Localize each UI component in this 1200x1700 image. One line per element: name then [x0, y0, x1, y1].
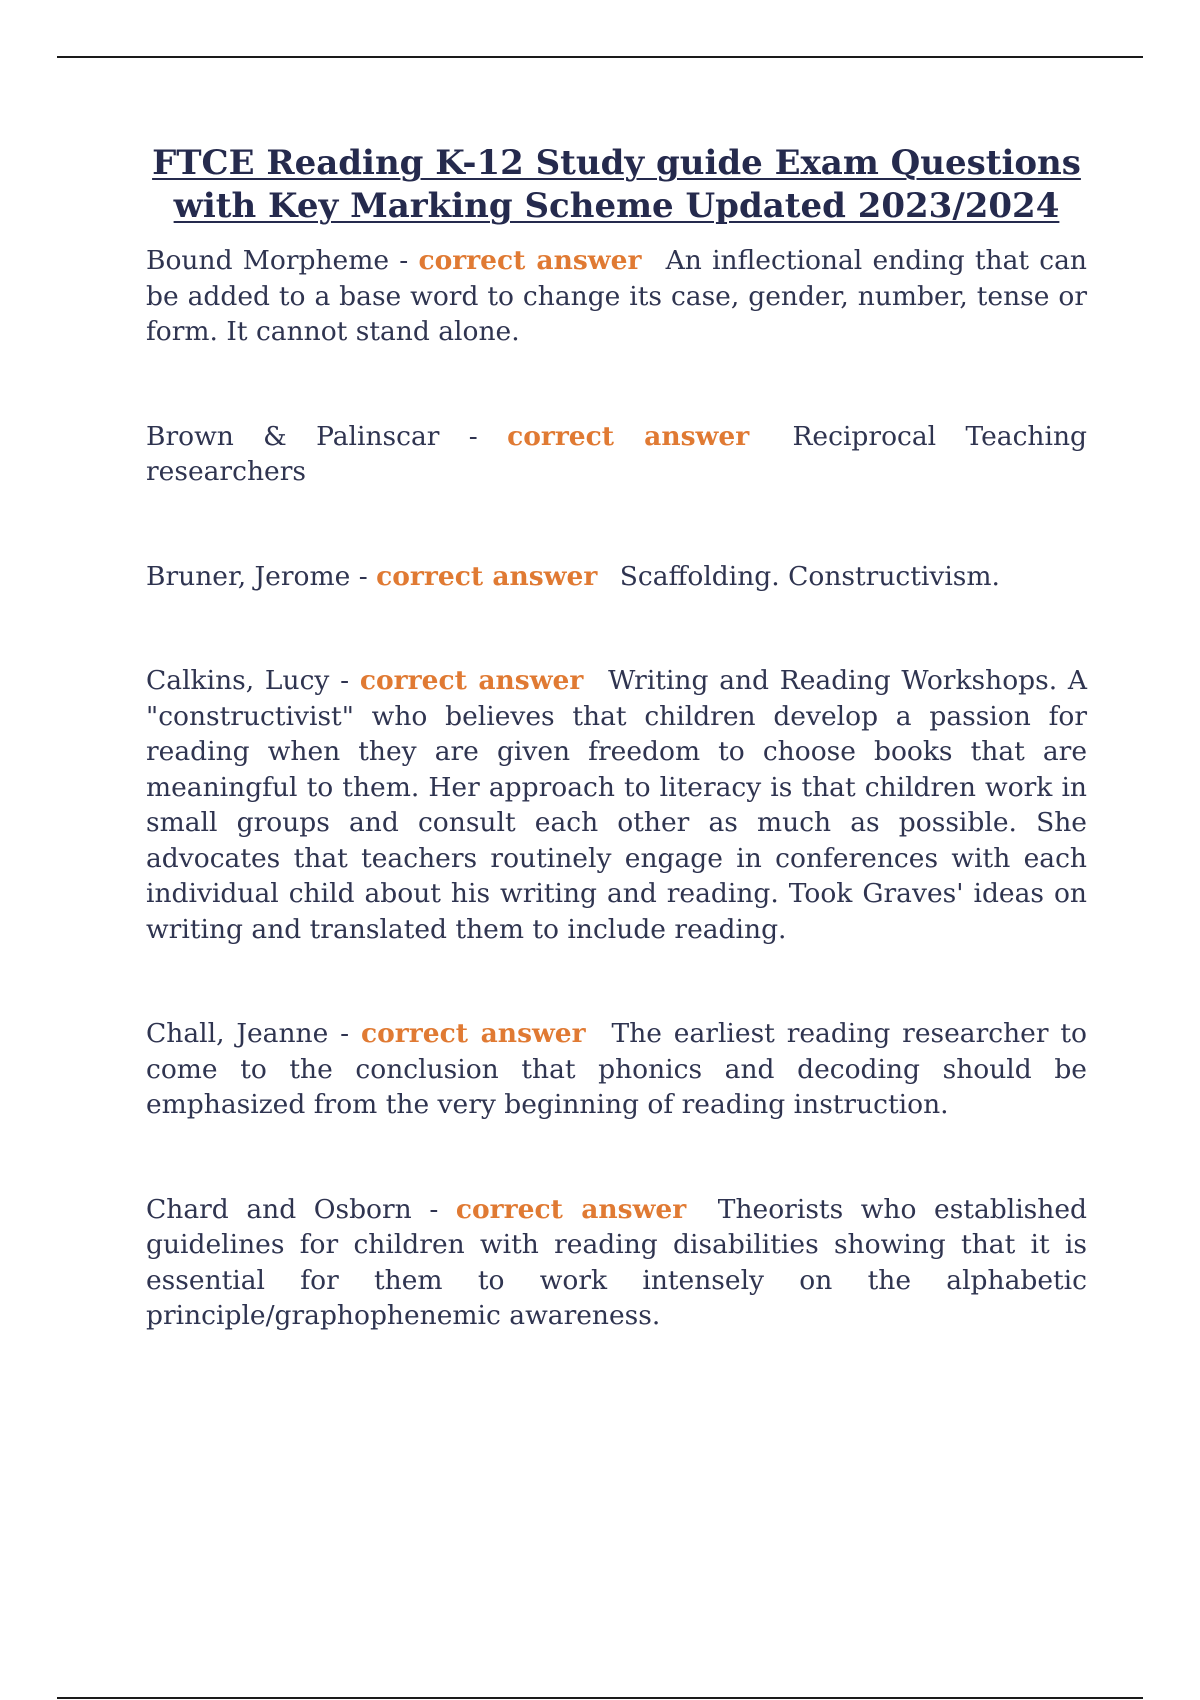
entry-definition: Writing and Reading Workshops. A "constructivist" who believes that children develop a passion for reading when they are given freedom to choose books that are meaningful to them. Her approach to literacy is that children work in small groups and consult each other as much as possible. She advocates that teachers routinely engage in conferences with each individual child about his writing and reading. Took Graves' ideas on writing and translated them to include reading.: [146, 665, 1088, 945]
entry-term: Chall, Jeanne: [146, 1018, 329, 1049]
entry-definition: Scaffolding. Constructivism.: [619, 560, 1000, 592]
entry-separator: -: [389, 245, 419, 276]
entry-term: Bruner, Jerome: [146, 560, 351, 592]
bottom-rule: [57, 1697, 1143, 1699]
document-body: [146, 142, 1087, 1334]
entry-separator: -: [329, 665, 360, 696]
correct-answer-label: correct answer: [455, 1193, 687, 1225]
entry-term: Brown & Palinscar: [146, 420, 440, 452]
entry-term: Calkins, Lucy: [146, 665, 330, 696]
correct-answer-label: correct answer: [418, 245, 642, 276]
entry-term: Chard and Osborn: [146, 1193, 412, 1225]
entry-brown-palinscar: [146, 419, 1087, 490]
entry-separator: -: [439, 420, 508, 452]
entry-definition: The earliest reading researcher to come to the conclusion that phonics and decoding should be emphasized from the very beginning of reading instruction.: [146, 1018, 1088, 1120]
entry-chall-jeanne: [146, 1016, 1087, 1123]
correct-answer-label: correct answer: [359, 665, 584, 696]
entry-separator: -: [328, 1018, 361, 1049]
entry-bound-morpheme: [146, 243, 1087, 350]
entry-bruner-jerome: [146, 559, 1087, 595]
entry-separator: -: [350, 560, 377, 592]
document-title: FTCE Reading K-12 Study guide Exam Questions with Key Marking Scheme Updated 2023/2024: [152, 143, 1081, 226]
entry-chard-osborn: [146, 1192, 1087, 1334]
correct-answer-label: correct answer: [507, 420, 750, 452]
entry-calkins-lucy: [146, 663, 1087, 947]
entry-definition: An inflectional ending that can be added to a base word to change its case, gender, number, tense or form. It cannot stand alone.: [146, 245, 1087, 347]
entry-separator: -: [411, 1193, 456, 1225]
entry-definition: Theorists who established guidelines for children with reading disabilities showing that it is essential for them to work intensely on the alphabetic principle/graphophenemic awareness.: [146, 1193, 1087, 1331]
correct-answer-label: correct answer: [376, 560, 598, 592]
entry-definition: Reciprocal Teaching researchers: [146, 420, 1087, 487]
correct-answer-label: correct answer: [361, 1018, 586, 1049]
top-rule: [57, 56, 1143, 58]
entry-term: Bound Morpheme: [146, 245, 390, 276]
